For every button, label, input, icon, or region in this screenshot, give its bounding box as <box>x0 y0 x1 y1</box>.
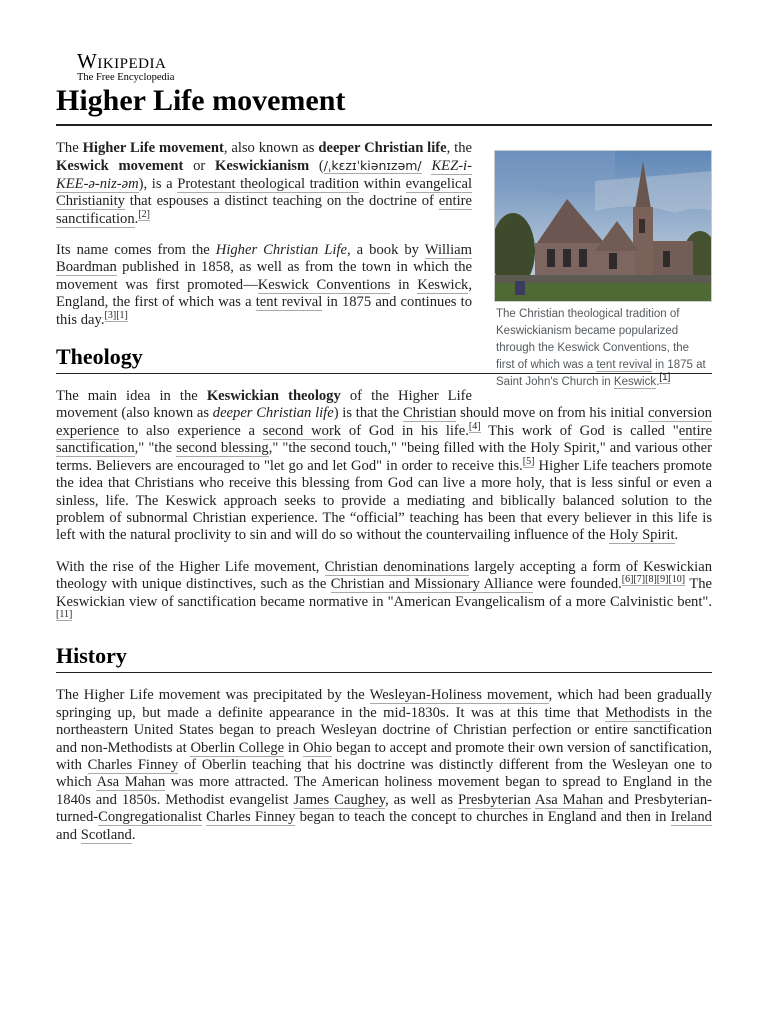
link-entire-sanctification[interactable]: entire sanctification <box>56 193 472 227</box>
infobox-caption <box>494 302 712 391</box>
text: were founded. <box>533 576 622 593</box>
link-second-work[interactable]: second work <box>262 422 342 439</box>
logo-tagline: The Free Encyclopedia <box>77 72 175 83</box>
link-evangelical-christianity[interactable]: evangelical Christianity <box>56 175 473 210</box>
text: largely accepting a form of Keswickian theology with unique distinctives, such as the <box>56 558 712 593</box>
bold-term: deeper Christian life <box>318 140 447 156</box>
text: , also known as <box>223 140 319 156</box>
text: , as well as <box>385 791 458 808</box>
text: and Presbyterian-turned- <box>56 791 712 826</box>
text: should move on from his initial <box>456 405 648 422</box>
text: of Oberlin teaching that his doctrine was distinctly different from the Wesleyan one to which <box>56 756 712 791</box>
text: that espouses a distinct teaching on the doctrine of <box>124 193 439 210</box>
text: , England, the first of which was a <box>56 276 473 311</box>
ref-10[interactable]: [10] <box>668 574 686 586</box>
page-title: Higher Life movement <box>56 82 712 126</box>
link-christian-denominations[interactable]: Christian denominations <box>324 558 470 575</box>
infobox-figure <box>494 150 712 391</box>
link-methodists[interactable]: Methodists <box>605 704 670 721</box>
text: Higher Life teachers promote the idea that Christians who receive this blessing from God can live a more holy, that is less sinful or even a sinless, life. The Keswick approach seeks to provide a mediating and biblically balanced solution to the problem of subnormal Christian experience. The “official” teaching has been that every believer in this life is left with the natural proclivity to sin and will do so without the countervailing influence of the <box>56 457 713 544</box>
text: began to teach the concept to churches in England and then in <box>295 809 671 826</box>
link-charles-finney[interactable]: Charles Finney <box>87 756 179 773</box>
pronunciation-link[interactable]: /ˌkɛzɪˈkiənɪzəm/ <box>323 158 422 174</box>
caption-ref-1[interactable]: [1] <box>659 372 671 384</box>
caption-text: . <box>656 376 660 388</box>
text: of the Higher Life movement (also known as <box>56 388 472 422</box>
logo-wordmark: Wikipedia <box>77 49 167 73</box>
link-william-boardman[interactable]: William Boardman <box>56 242 472 276</box>
church-photo[interactable] <box>494 150 712 302</box>
wikipedia-logo[interactable] <box>77 50 174 84</box>
link-charles-finney-2[interactable]: Charles Finney <box>206 809 296 826</box>
link-james-caughey[interactable]: James Caughey <box>293 791 386 808</box>
caption-link-tent-revival[interactable]: tent revival <box>596 359 652 371</box>
text: to also experience a <box>119 422 263 439</box>
text: within <box>359 175 406 192</box>
link-oberlin-college[interactable]: Oberlin College <box>190 739 285 756</box>
text: or <box>183 158 216 175</box>
ref-1[interactable]: [1] <box>116 309 128 321</box>
bold-term: Keswickian theology <box>206 388 341 405</box>
ref-8[interactable]: [8] <box>645 574 657 586</box>
link-protestant-theological-tradition[interactable]: Protestant theological tradition <box>177 175 360 192</box>
bold-term: Higher Life movement <box>82 140 224 156</box>
text: ( <box>309 158 324 175</box>
italic-title: Higher Christian Life <box>215 242 348 259</box>
text: . <box>134 210 139 227</box>
text: ), is a <box>138 175 178 192</box>
ref-2[interactable]: [2] <box>138 208 150 220</box>
link-christian[interactable]: Christian <box>402 405 457 422</box>
text: began to accept and promote their own version of sanctification, with <box>56 739 713 773</box>
text: of God in his life. <box>341 422 469 439</box>
link-entire-sanctification-2[interactable]: entire sanctification <box>56 422 712 457</box>
ref-4[interactable]: [4] <box>468 421 481 433</box>
italic-term: deeper Christian life <box>212 405 334 422</box>
caption-text: in 1875 at Saint John's Church in <box>496 359 706 388</box>
text: . <box>131 826 136 843</box>
link-ohio[interactable]: Ohio <box>303 739 333 756</box>
caption-link-keswick[interactable]: Keswick <box>613 376 657 388</box>
ref-9[interactable]: [9] <box>656 574 669 586</box>
respelling-link[interactable]: KEZ-i-KEE-ə-niz-əm <box>56 158 472 192</box>
link-congregationalist[interactable]: Congregationalist <box>98 809 202 826</box>
link-keswick-conventions[interactable]: Keswick Conventions <box>257 276 391 293</box>
ref-3[interactable]: [3] <box>104 309 117 321</box>
link-holy-spirit[interactable]: Holy Spirit <box>609 527 675 544</box>
theology-paragraph-1 <box>56 388 712 545</box>
text: , which had been gradually springing up, but made a definite appearance in the mid-1830s. It was at this time that <box>56 687 713 721</box>
link-asa-mahan-2[interactable]: Asa Mahan <box>535 791 604 808</box>
link-conversion-experience[interactable]: conversion experience <box>56 405 712 439</box>
caption-text: The Christian theological tradition of Keswickianism became popularized through the Keswick Conventions, the first of which was a <box>496 308 690 371</box>
ref-5[interactable]: [5] <box>522 455 535 467</box>
bold-term: Keswick movement <box>56 158 184 175</box>
bold-term: Keswickianism <box>215 158 310 175</box>
church-image <box>495 151 712 302</box>
theology-paragraph-2 <box>56 559 712 629</box>
link-wesleyan-holiness-movement[interactable]: Wesleyan-Holiness movement <box>369 687 549 704</box>
link-scotland[interactable]: Scotland <box>80 826 132 843</box>
text: The Keswickian view of sanctification became normative in "American Evangelicalism of a more Calvinistic bent". <box>56 576 713 610</box>
history-paragraph <box>56 687 712 844</box>
text: in <box>284 739 304 756</box>
text: was more attracted. The American holiness movement began to spread to England in the 1840s and 1850s. Methodist evangelist <box>56 774 713 808</box>
section-heading-theology: Theology <box>56 343 712 374</box>
text: . <box>674 527 679 544</box>
text: in <box>390 276 418 293</box>
text: The Higher Life movement was precipitated by the <box>56 687 370 704</box>
link-christian-and-missionary-alliance[interactable]: Christian and Missionary Alliance <box>330 576 534 593</box>
text: The <box>56 140 83 156</box>
article-body <box>56 140 712 858</box>
link-keswick[interactable]: Keswick <box>417 276 469 293</box>
text: Its name comes from the <box>56 242 216 259</box>
text: , a book by <box>347 242 425 259</box>
text: ) is that the <box>333 405 403 422</box>
text: ," "the second touch," "being filled with the Holy Spirit," and various other terms. Believers are encouraged to "let go and let God" in order to receive this. <box>56 440 712 474</box>
link-asa-mahan[interactable]: Asa Mahan <box>96 774 166 791</box>
text: ," "the <box>134 440 177 457</box>
text: in 1875 and continues to this day. <box>56 294 472 328</box>
ref-6[interactable]: [6] <box>621 574 634 586</box>
link-ireland[interactable]: Ireland <box>670 809 712 826</box>
text: , the <box>446 140 472 156</box>
ref-11[interactable]: [11] <box>56 609 73 621</box>
text: in the northeastern United States began to preach Wesleyan doctrine of Christian perfection or entire sanctification and non-Methodists at <box>56 704 712 756</box>
text: With the rise of the Higher Life movement, <box>56 558 325 575</box>
link-second-blessing[interactable]: second blessing <box>176 440 269 457</box>
text: and <box>56 826 81 843</box>
section-heading-history: History <box>56 642 712 673</box>
link-presbyterian[interactable]: Presbyterian <box>457 791 531 808</box>
text: published in 1858, as well as from the town in which the movement was first promoted— <box>56 259 472 293</box>
link-tent-revival[interactable]: tent revival <box>255 294 323 311</box>
text: The main idea in the <box>56 388 207 405</box>
ref-7[interactable]: [7] <box>633 574 646 586</box>
text: This work of God is called " <box>480 422 679 439</box>
